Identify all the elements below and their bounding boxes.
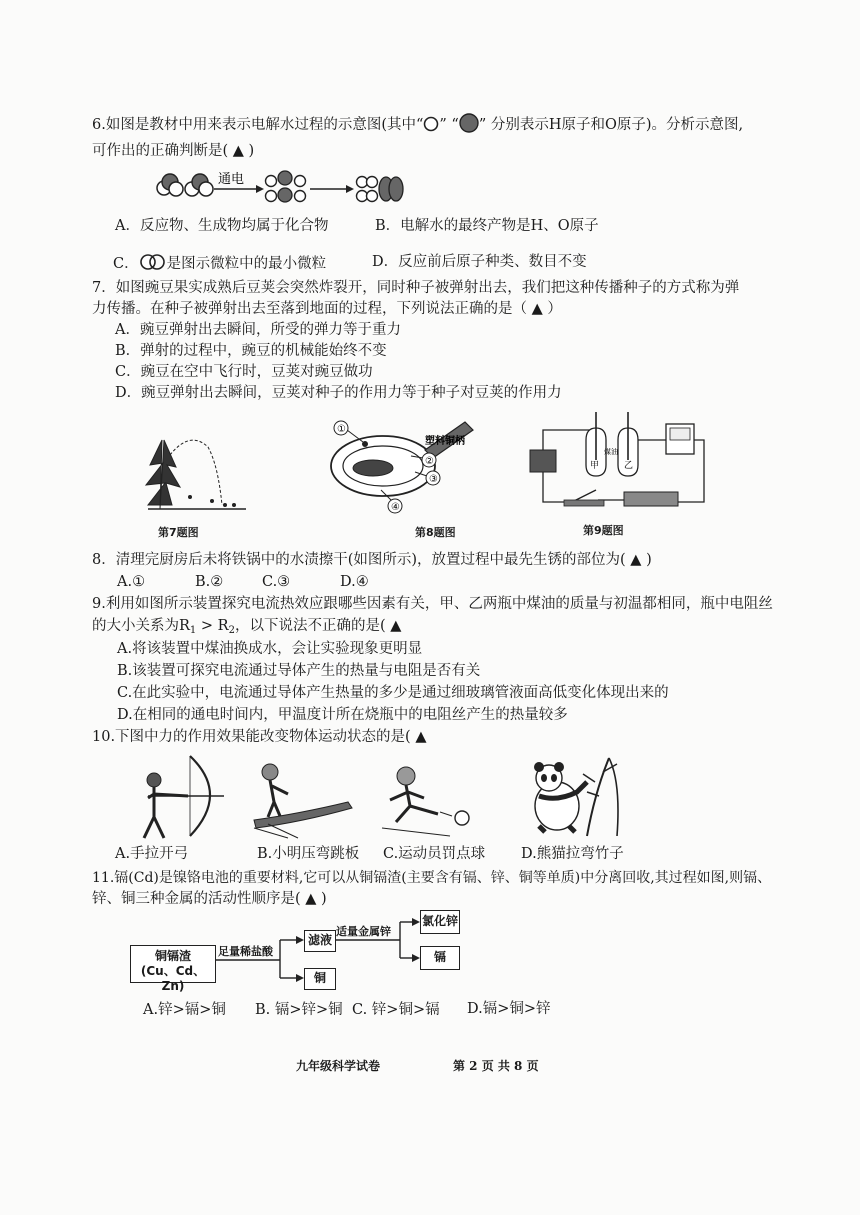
- q10-option-d: D.熊猫拉弯竹子: [521, 846, 624, 862]
- figure-7-caption: 第7题图: [158, 526, 199, 539]
- mark-1: ①: [337, 424, 346, 435]
- mark-4: ④: [391, 502, 400, 513]
- q7-stem-line2: 力传播。在种子被弹射出去至落到地面的过程，下列说法正确的是（ ▲ ）: [92, 301, 562, 317]
- q11-option-a: A.锌>镉>铜: [143, 1002, 226, 1018]
- mark-2: ②: [425, 456, 434, 467]
- q9-option-b: B.该装置可探究电流通过导体产生的热量与电阻是否有关: [117, 663, 481, 679]
- pan-label: 塑料铜柄: [425, 436, 465, 447]
- q8-option-d: D.④: [340, 574, 369, 590]
- flow-box-copper: 铜: [304, 968, 336, 990]
- q10-stem: 10.下图中力的作用效果能改变物体运动状态的是( ▲: [92, 729, 427, 745]
- q6-option-c: C． 是图示微粒中的最小微粒: [113, 253, 326, 273]
- q11-option-b: B. 镉>锌>铜: [255, 1002, 343, 1018]
- q9-option-a: A.将该装置中煤油换成水，会让实验现象更明显: [117, 641, 423, 657]
- footer-page-number: 第 2 页 共 8 页: [453, 1059, 539, 1073]
- figure-9-caption: 第9题图: [583, 524, 624, 537]
- q11-stem-line2: 锌、铜三种金属的活动性顺序是( ▲ ): [92, 891, 327, 907]
- q7-option-d: D．豌豆弹射出去瞬间，豆荚对种子的作用力等于种子对豆荚的作用力: [115, 385, 562, 401]
- figure-8-caption: 第8题图: [415, 526, 456, 539]
- flow-box-start-line1: 铜镉渣: [154, 949, 191, 963]
- flow-box-zinc-chloride: 氯化锌: [420, 910, 460, 934]
- q9-stem-line2: 的大小关系为$R_1 > R_2$，以下说法不正确的是( ▲: [92, 618, 402, 636]
- mark-3: ③: [429, 474, 438, 485]
- footer-exam-title: 九年级科学试卷: [296, 1059, 381, 1073]
- q6-option-a: A．反应物、生成物均属于化合物: [115, 218, 329, 234]
- q6-option-b: B．电解水的最终产物是H、O原子: [375, 218, 599, 234]
- q9-stem-line1: 9.利用如图所示装置探究电流热效应跟哪些因素有关，甲、乙两瓶中煤油的质量与初温都相同，瓶中电阻丝: [92, 596, 773, 612]
- q11-stem-line1: 11.镉(Cd)是镍铬电池的重要材料,它可以从铜镉渣(主要含有镉、锌、铜等单质)中分离回收,其过程如图,则镉、: [92, 870, 772, 886]
- arrow-label: 通电: [218, 172, 245, 187]
- flow-arrow1-label: 足量稀盐酸: [218, 945, 273, 958]
- q10-option-a: A.手拉开弓: [115, 846, 189, 862]
- flow-box-cadmium: 镉: [420, 946, 460, 970]
- flow-box-start-line2: (Cu、Cd、Zn): [140, 964, 206, 993]
- q7-option-c: C．豌豆在空中飞行时，豆荚对豌豆做功: [115, 364, 373, 380]
- q7-option-b: B．弹射的过程中，豌豆的机械能始终不变: [115, 343, 387, 359]
- jar-b-label: 乙: [624, 461, 634, 471]
- q6-stem-line1: 6.如图是教材中用来表示电解水过程的示意图(其中“ ” “ ” 分别表示H原子和O原子)。分析示意图,: [92, 113, 743, 134]
- oil-label: 煤油: [604, 448, 618, 456]
- q11-option-c: C. 锌>铜>镉: [352, 1002, 440, 1018]
- q7-stem-line1: 7．如图豌豆果实成熟后豆荚会突然炸裂开，同时种子被弹射出去，我们把这种传播种子的方式称为弹: [92, 280, 740, 296]
- q8-stem: 8．清理完厨房后未将铁锅中的水渍擦干(如图所示)，放置过程中最先生锈的部位为( ▲ ): [92, 552, 652, 568]
- q7-option-a: A．豌豆弹射出去瞬间，所受的弹力等于重力: [115, 322, 401, 338]
- q10-option-c: C.运动员罚点球: [383, 846, 486, 862]
- flow-box-filtrate: 滤液: [304, 930, 336, 952]
- jar-a-label: 甲: [590, 461, 600, 471]
- q8-option-c: C.③: [262, 574, 291, 590]
- q6-option-d: D．反应前后原子种类、数目不变: [372, 254, 587, 270]
- q6-stem-line2: 可作出的正确判断是( ▲ ): [92, 143, 255, 159]
- q9-option-c: C.在此实验中，电流通过导体产生热量的多少是通过细玻璃管液面高低变化体现出来的: [117, 685, 669, 701]
- q8-option-a: A.①: [117, 574, 146, 590]
- q8-option-b: B.②: [195, 574, 224, 590]
- q9-option-d: D.在相同的通电时间内，甲温度计所在烧瓶中的电阻丝产生的热量较多: [117, 707, 568, 723]
- q11-option-d: D.镉>铜>锌: [467, 1001, 551, 1017]
- q10-option-b: B.小明压弯跳板: [257, 846, 360, 862]
- flow-arrow2-label: 适量金属锌: [336, 925, 391, 938]
